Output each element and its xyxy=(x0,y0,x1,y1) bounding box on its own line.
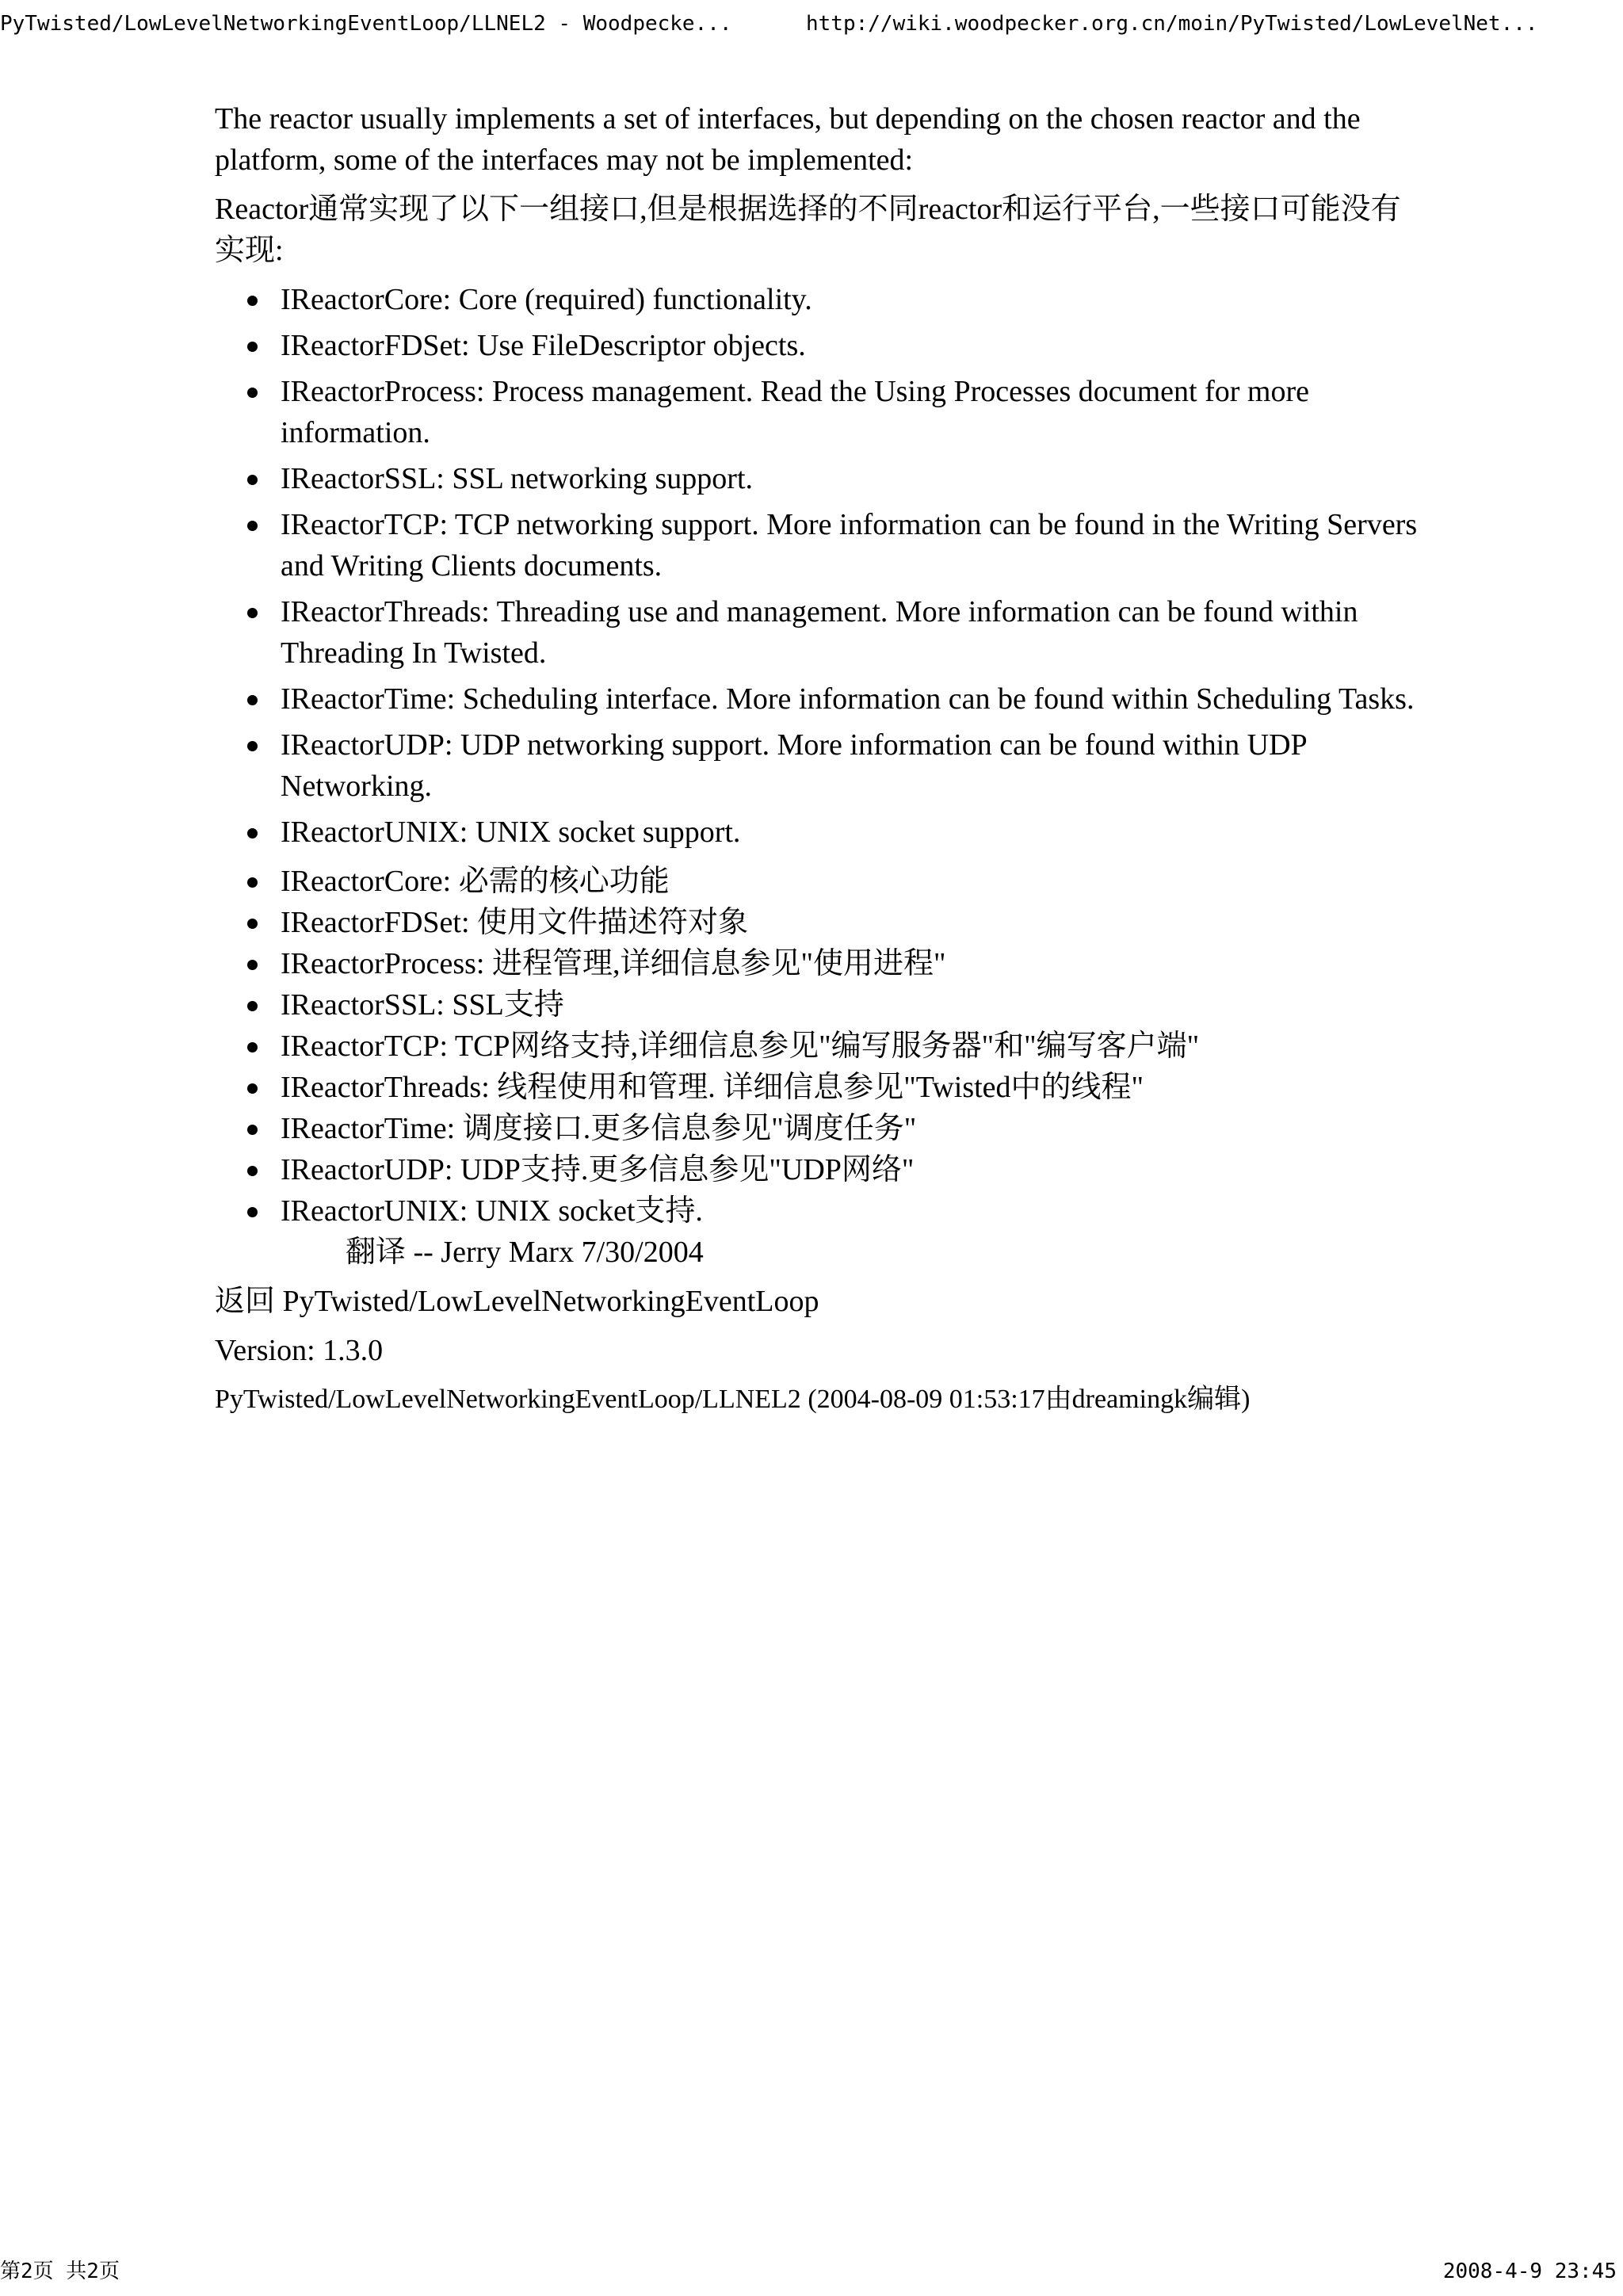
print-header xyxy=(0,6,1623,41)
list-item-text: IReactorTime: 调度接口.更多信息参见"调度任务" xyxy=(281,1112,917,1145)
page-name-link[interactable]: PyTwisted/LowLevelNetworkingEventLoop/LLNEL2 xyxy=(215,1385,801,1414)
list-item-text: IReactorTime: Scheduling interface. More information can be found within Scheduling Tasks. xyxy=(281,682,1415,716)
print-header-url: http://wiki.woodpecker.org.cn/moin/PyTwisted/LowLevelNet... xyxy=(806,12,1538,36)
page-counter: 第2页 共2页 xyxy=(0,2260,120,2283)
list-item xyxy=(215,902,1419,943)
list-item xyxy=(215,812,1419,853)
bullet-icon xyxy=(247,919,258,929)
list-item xyxy=(215,1190,1419,1232)
list-item-text: IReactorFDSet: Use FileDescriptor objects. xyxy=(281,329,806,362)
list-item-text: IReactorTCP: TCP networking support. More information can be found in the Writing Servers and Writing Clients documents. xyxy=(281,508,1418,583)
list-item xyxy=(215,861,1419,902)
bullet-icon xyxy=(247,388,258,398)
bullet-icon xyxy=(247,521,258,531)
list-item-text: IReactorCore: Core (required) functionality. xyxy=(281,283,812,316)
bullet-icon xyxy=(247,695,258,705)
list-item xyxy=(215,1108,1419,1149)
bullet-icon xyxy=(247,877,258,888)
list-item-text: IReactorUDP: UDP支持.更多信息参见"UDP网络" xyxy=(281,1153,915,1186)
bullet-icon xyxy=(247,741,258,751)
bullet-icon xyxy=(247,608,258,618)
bullet-icon xyxy=(247,1083,258,1094)
intro-paragraph-zh: Reactor通常实现了以下一组接口,但是根据选择的不同reactor和运行平台,一些接口可能没有实现: xyxy=(215,193,1401,267)
back-link[interactable]: PyTwisted/LowLevelNetworkingEventLoop xyxy=(282,1285,819,1318)
bullet-icon xyxy=(247,1166,258,1176)
bullet-icon xyxy=(247,1207,258,1217)
list-item xyxy=(215,591,1419,674)
interface-list-en xyxy=(215,279,1419,853)
list-item xyxy=(215,1067,1419,1108)
list-item-text: IReactorProcess: Process management. Read the Using Processes document for more information. xyxy=(281,375,1309,449)
edit-details: (2004-08-09 01:53:17由dreamingk编辑) xyxy=(808,1385,1251,1414)
bullet-icon xyxy=(247,960,258,970)
list-item xyxy=(215,1149,1419,1190)
list-item xyxy=(215,279,1419,320)
list-item xyxy=(215,984,1419,1026)
list-item-text: IReactorCore: 必需的核心功能 xyxy=(281,865,670,898)
back-prefix: 返回 xyxy=(215,1285,276,1318)
print-footer xyxy=(0,2254,1623,2289)
bullet-icon xyxy=(247,1042,258,1052)
translation-credit: 翻译 -- Jerry Marx 7/30/2004 xyxy=(346,1236,704,1269)
bullet-icon xyxy=(247,475,258,485)
list-item-text: IReactorUDP: UDP networking support. More information can be found within UDP Networking. xyxy=(281,728,1307,803)
list-item-text: IReactorSSL: SSL networking support. xyxy=(281,462,753,495)
interface-list-zh xyxy=(215,861,1419,1232)
print-header-title: PyTwisted/LowLevelNetworkingEventLoop/LLNEL2 - Woodpecke... xyxy=(0,12,732,36)
intro-paragraph-en: The reactor usually implements a set of interfaces, but depending on the chosen reactor and the platform, some of the interfaces may not be implemented: xyxy=(215,102,1361,177)
bullet-icon xyxy=(247,342,258,352)
bullet-icon xyxy=(247,296,258,306)
list-item xyxy=(215,943,1419,984)
list-item xyxy=(215,1026,1419,1067)
list-item-text: IReactorUNIX: UNIX socket support. xyxy=(281,816,741,849)
page-content xyxy=(215,98,1419,1428)
list-item-text: IReactorSSL: SSL支持 xyxy=(281,988,564,1022)
list-item xyxy=(215,504,1419,586)
list-item-text: IReactorTCP: TCP网络支持,详细信息参见"编写服务器"和"编写客户端" xyxy=(281,1030,1200,1063)
list-item xyxy=(215,325,1419,366)
print-datetime: 2008-4-9 23:45 xyxy=(1442,2260,1617,2283)
bullet-icon xyxy=(247,828,258,839)
list-item-text: IReactorProcess: 进程管理,详细信息参见"使用进程" xyxy=(281,947,946,980)
list-item-text: IReactorFDSet: 使用文件描述符对象 xyxy=(281,906,749,939)
back-line xyxy=(215,1281,1419,1322)
list-item xyxy=(215,724,1419,807)
list-item-text: IReactorThreads: Threading use and management. More information can be found within Threading In Twisted. xyxy=(281,595,1358,670)
bullet-icon xyxy=(247,1001,258,1011)
list-item xyxy=(215,371,1419,453)
list-item-text: IReactorUNIX: UNIX socket支持. xyxy=(281,1194,703,1228)
bullet-icon xyxy=(247,1125,258,1135)
page-edit-info xyxy=(215,1379,1419,1420)
list-item xyxy=(215,678,1419,720)
version-text: Version: 1.3.0 xyxy=(215,1334,384,1367)
list-item-text: IReactorThreads: 线程使用和管理. 详细信息参见"Twisted中的线程" xyxy=(281,1071,1144,1104)
list-item xyxy=(215,458,1419,499)
